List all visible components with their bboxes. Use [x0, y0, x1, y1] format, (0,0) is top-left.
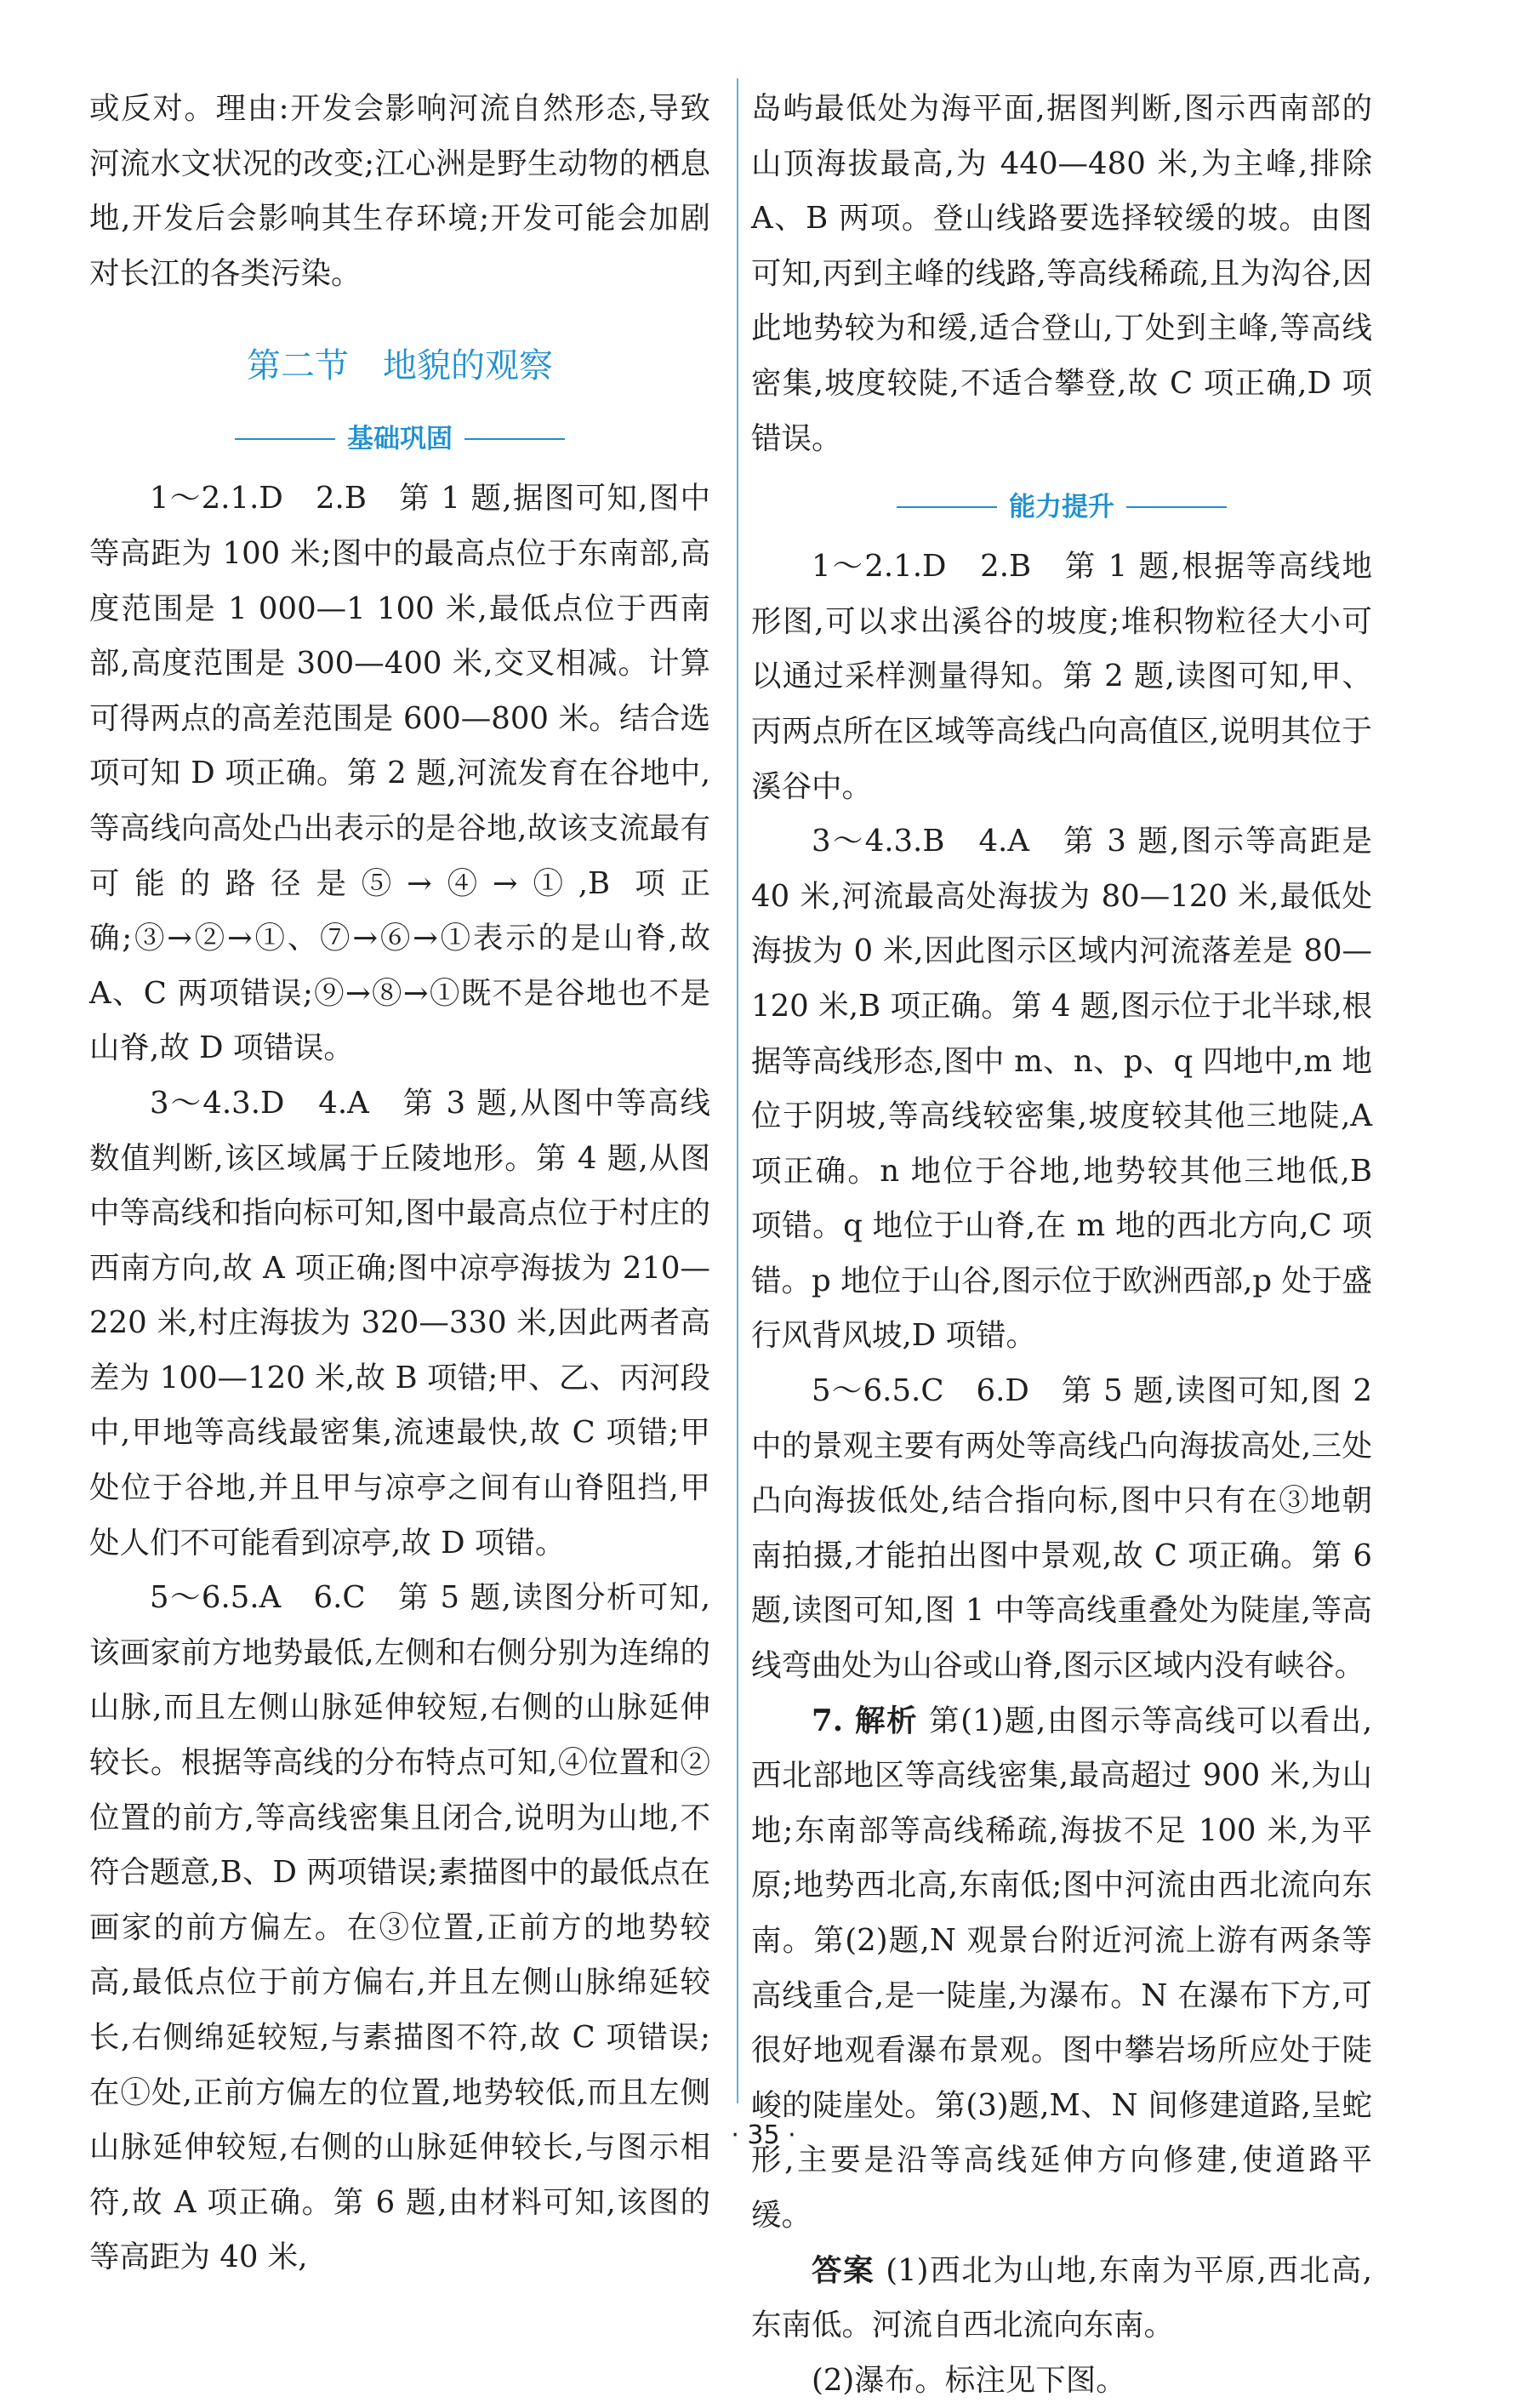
right-intro-paragraph: 岛屿最低处为海平面,据图判断,图示西南部的山顶海拔最高,为 440—480 米,为主峰,排除 A、B 两项。登山线路要选择较缓的坡。由图可知,丙到主峰的线路,等高线稀疏,且为沟谷,因此地势较为和缓,适合登山,丁处到主峰,等高线密集,坡度较陡,不适合攀登,故 C 项正确,D 项错误。	[751, 91, 1372, 456]
answer-label: 答案	[812, 2252, 875, 2288]
answer-paragraph-3-4: 3～4.3.D 4.A 第 3 题,从图中等高线数值判断,该区域属于丘陵地形。第 4 题,从图中等高线和指向标可知,图中最高点位于村庄的西南方向,故 A 项正确;图中凉亭海拔为 210—220 米,村庄海拔为 320—330 米,因此两者高差为 100—120 米,故 B 项错;甲、乙、丙河段中,甲地等高线最密集,流速最快,故 C 项错;甲处位于谷地,并且甲与凉亭之间有山脊阻挡,甲处人们不可能看到凉亭,故 D 项错。	[89, 1085, 710, 1561]
question-7-text: 第(1)题,由图示等高线可以看出,西北部地区等高线密集,最高超过 900 米,为山地;东南部等高线稀疏,海拔不足 100 米,为平原;地势西北高,东南低;图中河流由西北流向东南。第(2)题,N 观景台附近河流上游有两条等高线重合,是一陡崖,为瀑布。N 在瀑布下方,可很好地观看瀑布景观。图中攀岩场所应处于陡峻的陡崖处。第(3)题,M、N 间修建道路,呈蛇形,主要是沿等高线延伸方向修建,使道路平缓。	[751, 1703, 1373, 2233]
ability-paragraph-1-2: 1～2.1.D 2.B 第 1 题,根据等高线地形图,可以求出溪谷的坡度;堆积物粒径大小可以通过采样测量得知。第 2 题,读图可知,甲、丙两点所在区域等高线凸向高值区,说明其位于溪谷中。	[751, 549, 1372, 804]
subhead-rule-left	[235, 438, 335, 440]
subhead-basic	[89, 414, 710, 465]
left-column	[89, 82, 710, 2285]
subhead-basic-label: 基础巩固	[347, 424, 453, 455]
question-7-label: 7. 解析	[812, 1703, 919, 1738]
left-intro-paragraph: 或反对。理由:开发会影响河流自然形态,导致河流水文状况的改变;江心洲是野生动物的栖息地,开发后会影响其生存环境;开发可能会加剧对长江的各类污染。	[89, 91, 710, 291]
page-number: · 35 ·	[731, 2120, 796, 2150]
answer-text: (1)西北为山地,东南为平原,西北高,东南低。河流自西北流向东南。	[751, 2252, 1372, 2343]
question-7-analysis	[751, 1694, 1372, 2244]
answer-paragraph-5-6: 5～6.5.A 6.C 第 5 题,读图分析可知,该画家前方地势最低,左侧和右侧分别为连绵的山脉,而且左侧山脉延伸较短,右侧的山脉延伸较长。根据等高线的分布特点可知,④位置和②位置的前方,等高线密集且闭合,说明为山地,不符合题意,B、D 两项错误;素描图中的最低点在画家的前方偏左。在③位置,正前方的地势较高,最低点位于前方偏右,并且左侧山脉绵延较长,右侧绵延较短,与素描图不符,故 C 项错误;在①处,正前方偏左的位置,地势较低,而且左侧山脉延伸较短,右侧的山脉延伸较长,与图示相符,故 A 项正确。第 6 题,由材料可知,该图的等高距为 40 米,	[89, 1580, 710, 2275]
subhead-ability-label: 能力提升	[1009, 492, 1114, 523]
right-column	[751, 82, 1372, 2408]
subhead-rule-left	[897, 506, 997, 508]
section-title: 第二节 地貌的观察	[247, 346, 553, 386]
answer-paragraph-1-2: 1～2.1.D 2.B 第 1 题,据图可知,图中等高距为 100 米;图中的最高点位于东南部,高度范围是 1 000—1 100 米,最低点位于西南部,高度范围是 300—400 米,交叉相减。计算可得两点的高差范围是 600—800 米。结合选项可知 D 项正确。第 2 题,河流发育在谷地中,等高线向高处凸出表示的是谷地,故该支流最有可能的路径是⑤→④→①,B 项正确;③→②→①、⑦→⑥→①表示的是山脊,故 A、C 两项错误;⑨→⑧→①既不是谷地也不是山脊,故 D 项错误。	[89, 481, 710, 1066]
subhead-rule-right	[464, 438, 565, 440]
subhead-rule-right	[1126, 506, 1227, 508]
column-divider	[737, 78, 738, 2103]
ability-paragraph-3-4: 3～4.3.B 4.A 第 3 题,图示等高距是 40 米,河流最高处海拔为 80—120 米,最低处海拔为 0 米,因此图示区域内河流落差是 80—120 米,B 项正确。第 4 题,图示位于北半球,根据等高线形态,图中 m、n、p、q 四地中,m 地位于阴坡,等高线较密集,坡度较其他三地陡,A 项正确。n 地位于谷地,地势较其他三地低,B 项错。q 地位于山脊,在 m 地的西北方向,C 项错。p 地位于山谷,图示位于欧洲西部,p 处于盛行风背风坡,D 项错。	[751, 824, 1372, 1354]
subhead-ability	[751, 482, 1372, 533]
question-7-answer-2: (2)瀑布。标注见下图。	[812, 2362, 1126, 2398]
question-7-answer	[751, 2244, 1372, 2354]
ability-paragraph-5-6: 5～6.5.C 6.D 第 5 题,读图可知,图 2 中的景观主要有两处等高线凸向海拔高处,三处凸向海拔低处,结合指向标,图中只有在③地朝南拍摄,才能拍出图中景观,故 C 项正确。第 6 题,读图可知,图 1 中等高线重叠处为陡崖,等高线弯曲处为山谷或山脊,图示区域内没有峡谷。	[751, 1373, 1372, 1684]
